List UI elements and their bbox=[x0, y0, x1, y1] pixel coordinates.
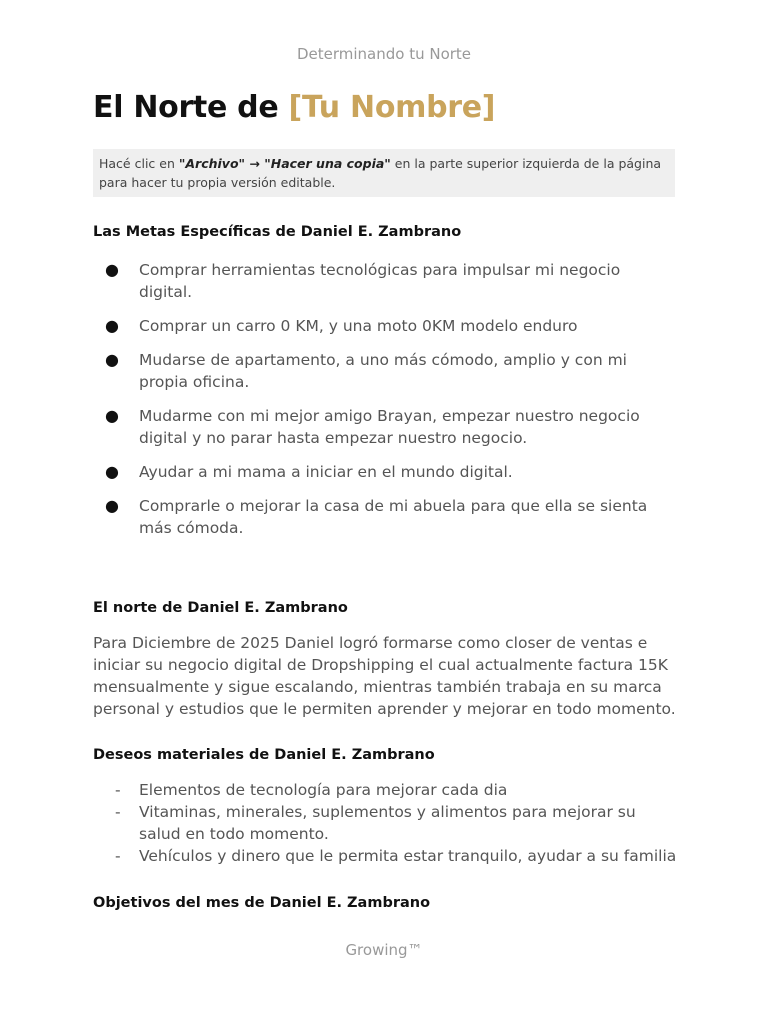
bullet-icon: ● bbox=[105, 496, 119, 515]
list-item bbox=[93, 405, 653, 449]
goal-text: Comprar herramientas tecnológicas para impulsar mi negocio digital. bbox=[139, 261, 621, 301]
desire-text: Vitaminas, minerales, suplementos y alimentos para mejorar su salud en todo momento. bbox=[139, 803, 636, 843]
goal-text: Comprarle o mejorar la casa de mi abuela para que ella se sienta más cómoda. bbox=[139, 497, 648, 537]
title-prefix: El Norte de bbox=[93, 90, 289, 125]
dash-marker: - bbox=[115, 847, 121, 865]
bullet-icon: ● bbox=[105, 260, 119, 279]
copy-instructions-note bbox=[93, 149, 675, 197]
dash-marker: - bbox=[115, 803, 121, 821]
goals-list bbox=[93, 259, 653, 551]
list-item bbox=[93, 845, 678, 867]
note-pre: Hacé clic en bbox=[99, 156, 179, 171]
goal-text: Comprar un carro 0 KM, y una moto 0KM modelo enduro bbox=[139, 317, 578, 335]
note-emphasis: "Archivo" → "Hacer una copia" bbox=[178, 156, 391, 171]
desires-heading: Deseos materiales de Daniel E. Zambrano bbox=[93, 747, 435, 763]
list-item bbox=[93, 779, 678, 801]
north-heading: El norte de Daniel E. Zambrano bbox=[93, 600, 348, 616]
page-title bbox=[93, 90, 495, 125]
dash-marker: - bbox=[115, 781, 121, 799]
list-item bbox=[93, 801, 678, 845]
list-item bbox=[93, 315, 653, 337]
list-item bbox=[93, 259, 653, 303]
bullet-icon: ● bbox=[105, 462, 119, 481]
list-item bbox=[93, 495, 653, 539]
list-item bbox=[93, 461, 653, 483]
bullet-icon: ● bbox=[105, 316, 119, 335]
document-header: Determinando tu Norte bbox=[296, 45, 472, 63]
bullet-icon: ● bbox=[105, 406, 119, 425]
monthly-heading: Objetivos del mes de Daniel E. Zambrano bbox=[93, 895, 431, 911]
list-item bbox=[93, 349, 653, 393]
desire-text: Elementos de tecnología para mejorar cada dia bbox=[139, 781, 508, 799]
note-post: en la parte superior izquierda de la página para hacer tu propia versión editable. bbox=[99, 156, 662, 190]
goal-text: Ayudar a mi mama a iniciar en el mundo digital. bbox=[139, 463, 513, 481]
desire-text: Vehículos y dinero que le permita estar tranquilo, ayudar a su familia bbox=[139, 847, 677, 865]
goals-heading: Las Metas Específicas de Daniel E. Zambrano bbox=[93, 224, 462, 240]
title-name-placeholder: [Tu Nombre] bbox=[288, 90, 496, 125]
goal-text: Mudarse de apartamento, a uno más cómodo, amplio y con mi propia oficina. bbox=[139, 351, 627, 391]
goal-text: Mudarme con mi mejor amigo Brayan, empezar nuestro negocio digital y no parar hasta empezar nuestro negocio. bbox=[139, 407, 640, 447]
document-footer: Growing™ bbox=[345, 941, 423, 959]
north-paragraph: Para Diciembre de 2025 Daniel logró formarse como closer de ventas e iniciar su negocio digital de Dropshipping el cual actualmente factura 15K mensualmente y sigue escalando, mientras también trabaja en su marca personal y estudios que le permiten aprender y mejorar en todo momento. bbox=[93, 634, 676, 718]
desires-list bbox=[93, 779, 678, 867]
bullet-icon: ● bbox=[105, 350, 119, 369]
